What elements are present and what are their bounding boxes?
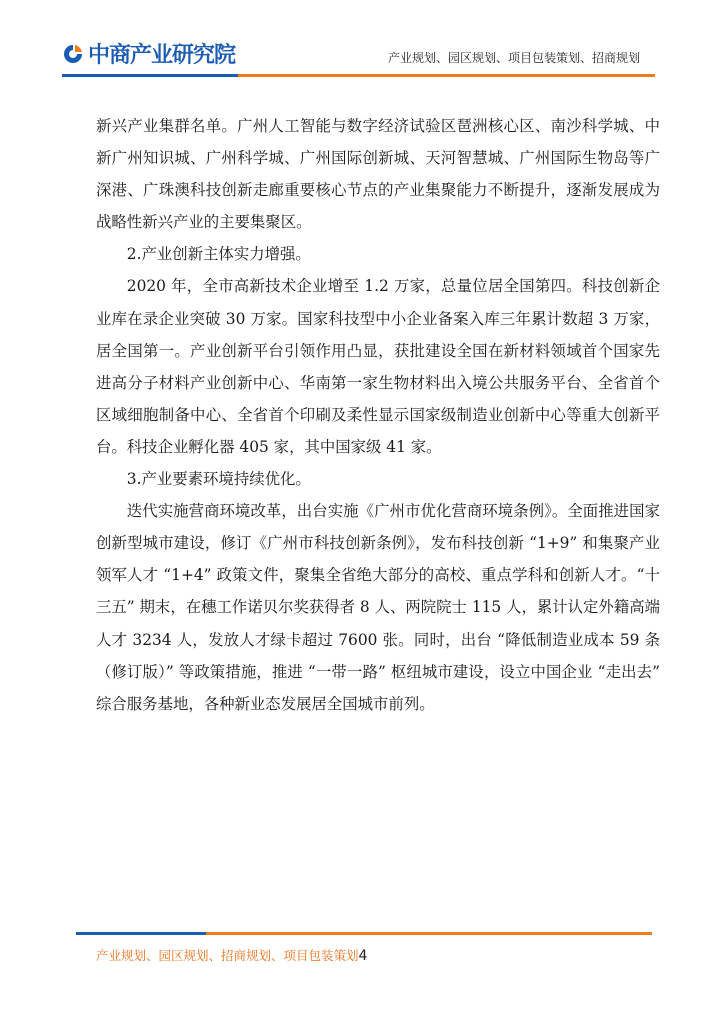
company-logo xyxy=(62,38,235,69)
section-heading-innovation: 2.产业创新主体实力增强。 xyxy=(126,245,311,264)
paragraph-continuation: 新兴产业集群名单。广州人工智能与数字经济试验区琶洲核心区、南沙科学城、中新广州知识城、广州科学城、广州国际创新城、天河智慧城、广州国际生物岛等广深港、广珠澳科技创新走廊重要核心节点的产业集聚能力不断提升，逐渐发展成为战略性新兴产业的主要集聚区。 xyxy=(96,117,660,232)
page-number: 4 xyxy=(358,948,368,964)
footer-tagline: 产业规划、园区规划、招商规划、项目包装策划 xyxy=(96,948,359,963)
footer-divider-orange xyxy=(206,932,652,935)
logo-icon xyxy=(62,43,84,65)
paragraph-environment: 迭代实施营商环境改革，出台实施《广州市优化营商环境条例》。全面推进国家创新型城市建设，修订《广州市科技创新条例》，发布科技创新 “1+9” 和集聚产业领军人才 “1+4” 政策文件，聚集全省绝大部分的高校、重点学科和创新人才。“十三五” 期末，在穗工作诺贝尔奖获得者 8 人、两院院士 115 人，累计认定外籍高端人才 3234 人，发放人才绿卡超过 7600 张。同时，出台 “降低制造业成本 59 条（修订版）” 等政策措施，推进 “一带一路” 枢纽城市建设，设立中国企业 “走出去” 综合服务基地，各种新业态发展居全国城市前列。 xyxy=(96,502,660,713)
header-divider-orange xyxy=(238,74,655,77)
header-tagline: 产业规划、园区规划、项目包装策划、招商规划 xyxy=(387,51,640,65)
footer-divider-blue xyxy=(76,932,206,935)
logo-text: 中商产业研究院 xyxy=(88,43,236,68)
page-header xyxy=(0,0,724,90)
document-body xyxy=(96,110,660,720)
page-footer xyxy=(96,946,367,964)
header-divider-blue xyxy=(62,74,238,77)
section-heading-environment: 3.产业要素环境持续优化。 xyxy=(126,470,311,489)
paragraph-innovation: 2020 年，全市高新技术企业增至 1.2 万家，总量位居全国第四。科技创新企业库在录企业突破 30 万家。国家科技型中小企业备案入库三年累计数超 3 万家，居全国第一。产业创新平台引领作用凸显，获批建设全国在新材料领域首个国家先进高分子材料产业创新中心、华南第一家生物材料出入境公共服务平台、全省首个区域细胞制备中心、全省首个印刷及柔性显示国家级制造业创新中心等重大创新平台。科技企业孵化器 405 家，其中国家级 41 家。 xyxy=(96,277,660,456)
